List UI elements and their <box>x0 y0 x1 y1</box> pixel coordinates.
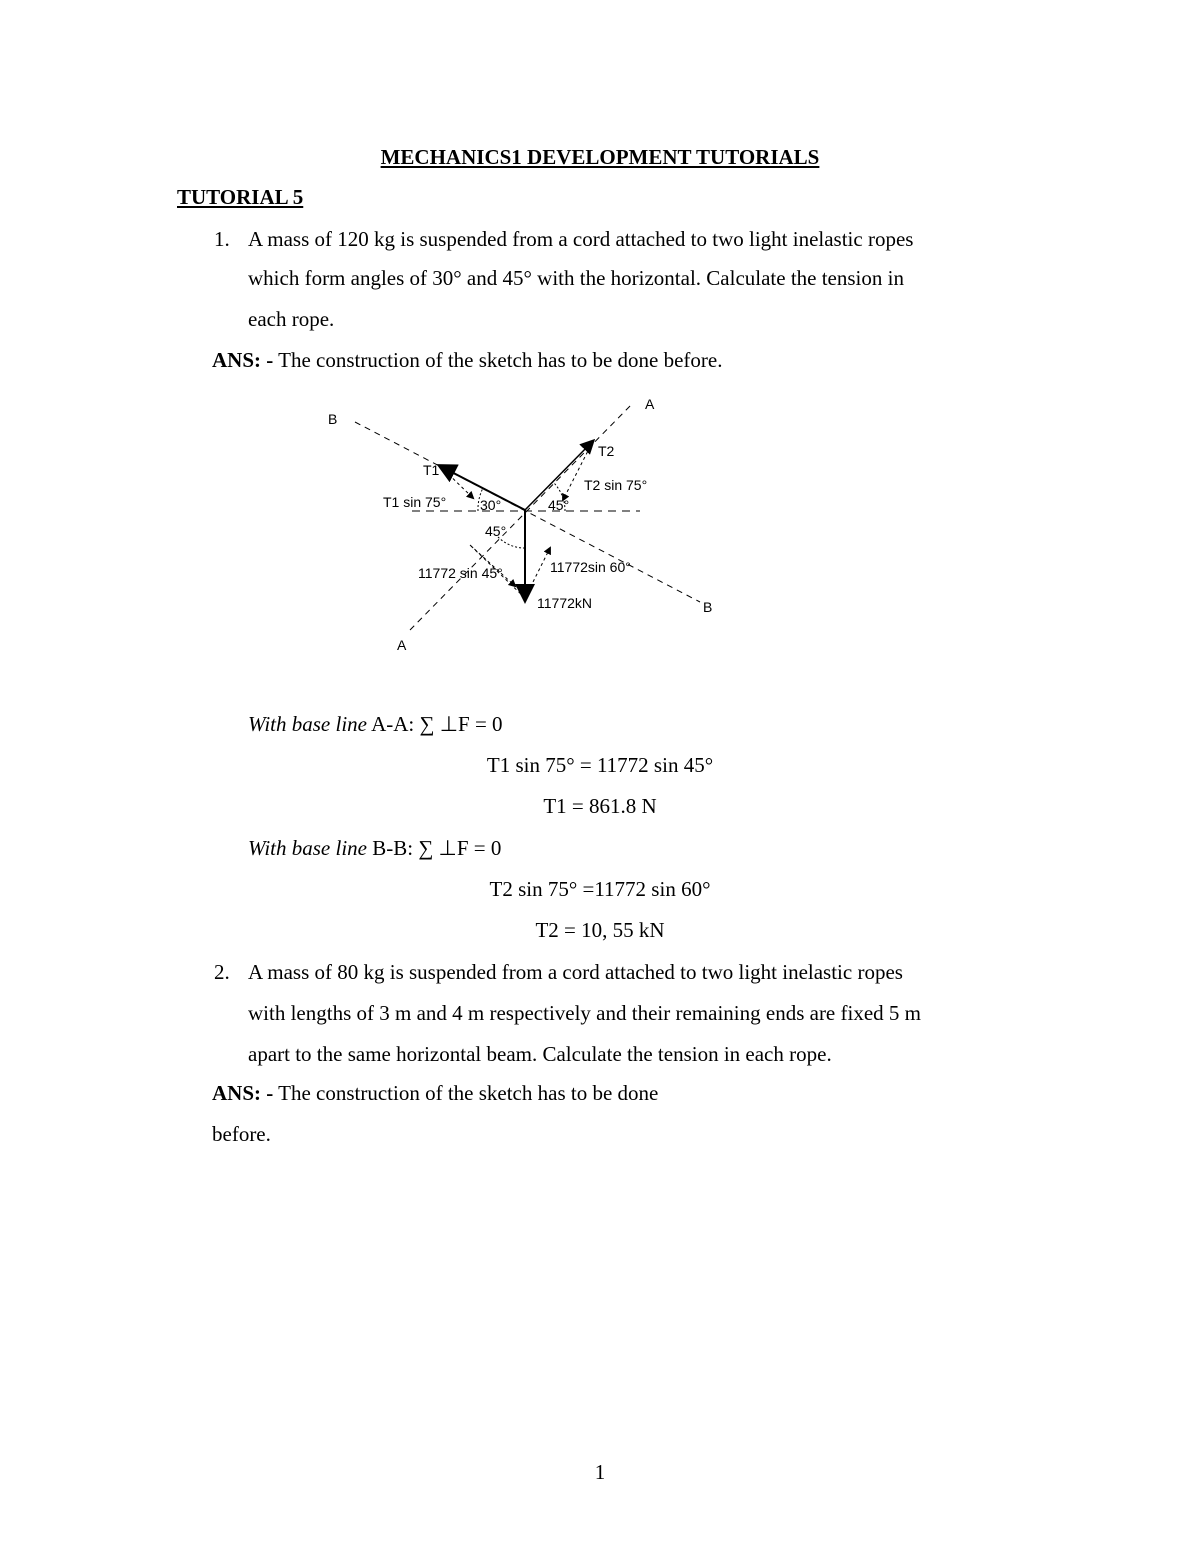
label-angle-30: 30° <box>480 497 502 513</box>
q2-ans-text: The construction of the sketch has to be done <box>278 1081 659 1105</box>
label-t1-sin: T1 sin 75° <box>383 494 447 510</box>
q2-line-1: A mass of 80 kg is suspended from a cord attached to two light inelastic ropes <box>248 960 903 984</box>
label-t1: T1 <box>423 462 440 478</box>
q2-line-3: apart to the same horizontal beam. Calculate the tension in each rope. <box>248 1042 832 1066</box>
label-t2: T2 <box>598 443 615 459</box>
equation-t2-result: T2 = 10, 55 kN <box>535 918 665 942</box>
base-line-aa <box>248 714 503 735</box>
baseline-b-b <box>355 422 700 602</box>
equation-t2-sin: T2 sin 75° =11772 sin 60° <box>489 877 711 901</box>
q1-line-2: which form angles of 30° and 45° with the horizontal. Calculate the tension in <box>248 266 904 290</box>
base-line-bb-prefix: With base line <box>248 836 367 860</box>
label-weight: 11772kN <box>537 595 593 611</box>
q1-number: 1. <box>214 227 230 251</box>
q2-number: 2. <box>214 960 230 984</box>
label-weight-sin45: 11772 sin 45° <box>418 565 503 581</box>
q2-answer <box>212 1083 658 1104</box>
label-angle-45-right: 45° <box>548 497 570 513</box>
equation-t1-sin: T1 sin 75° = 11772 sin 45° <box>486 753 714 777</box>
q1-ans-text: The construction of the sketch has to be done before. <box>278 348 723 372</box>
q1-line-3: each rope. <box>248 307 335 331</box>
label-t2-sin: T2 sin 75° <box>584 477 648 493</box>
q2-ans-continued: before. <box>212 1122 271 1146</box>
page-number: 1 <box>594 1460 606 1484</box>
equation-t1-result: T1 = 861.8 N <box>543 794 657 818</box>
base-line-bb <box>248 838 501 859</box>
q1-line-1: A mass of 120 kg is suspended from a cord attached to two light inelastic ropes <box>248 227 914 251</box>
label-weight-sin60: 11772sin 60° <box>550 559 631 575</box>
q2-ans-label: ANS: - <box>212 1081 274 1105</box>
base-line-aa-eq: A-A: ∑ ⊥F = 0 <box>367 712 503 736</box>
q2-line-2: with lengths of 3 m and 4 m respectively and their remaining ends are fixed 5 m <box>248 1001 921 1025</box>
base-line-bb-eq: B-B: ∑ ⊥F = 0 <box>367 836 502 860</box>
force-diagram <box>0 0 1200 700</box>
label-angle-45-lower: 45° <box>485 523 507 539</box>
label-b-top: B <box>328 411 338 427</box>
page-title: MECHANICS1 DEVELOPMENT TUTORIALS <box>380 145 820 169</box>
label-b-bottom: B <box>703 599 713 615</box>
q1-ans-label: ANS: - <box>212 348 274 372</box>
weight-component-b <box>525 548 550 598</box>
tutorial-heading: TUTORIAL 5 <box>177 185 304 209</box>
label-a-top: A <box>645 396 655 412</box>
label-a-bottom: A <box>397 637 407 653</box>
base-line-aa-prefix: With base line <box>248 712 367 736</box>
baseline-a-a <box>410 404 632 630</box>
